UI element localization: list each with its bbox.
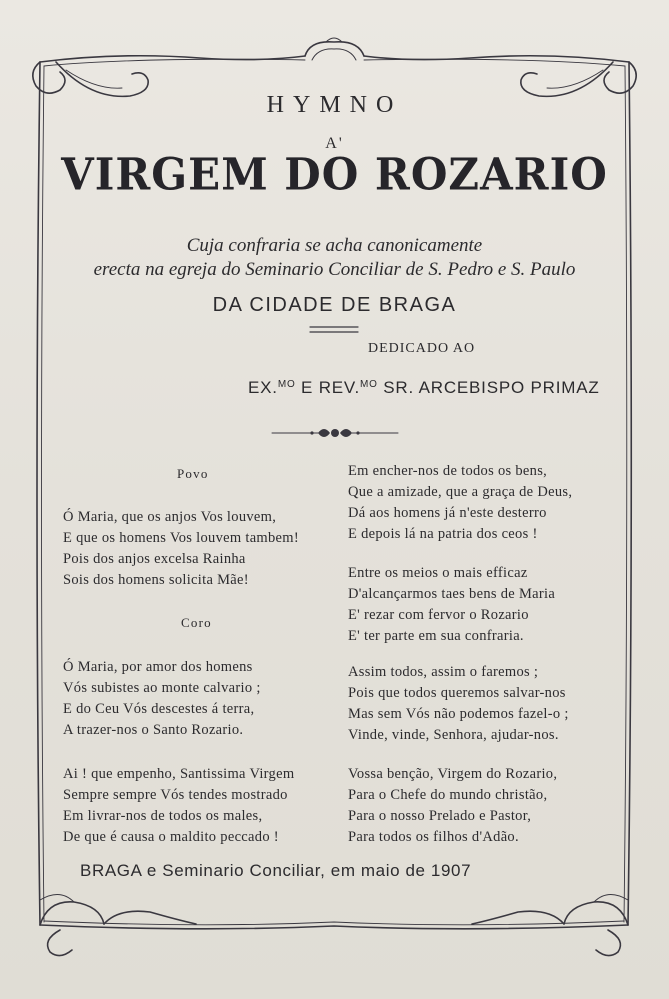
dedication-label: DEDICADO AO [368, 341, 476, 356]
dedicatee [248, 378, 600, 398]
verse-line: Ó Maria, que os anjos Vos louvem, [63, 509, 277, 525]
verse-line: Vós subistes ao monte calvario ; [63, 680, 261, 696]
dedicatee-mo1: MO [277, 379, 296, 390]
verse-line: De que é causa o maldito peccado ! [63, 829, 279, 845]
verse-line: Entre os meios o mais efficaz [348, 565, 528, 581]
verse-line: E depois lá na patria dos ceos ! [348, 526, 538, 542]
verse-line: Sois dos homens solicita Mãe! [63, 572, 249, 588]
verse-line: E do Ceu Vós descestes á terra, [63, 701, 255, 717]
dedicatee-rev: E REV. [295, 378, 361, 397]
verse-line: E que os homens Vos louvem tambem! [63, 530, 300, 546]
subtitle-line-2: erecta na egreja do Seminario Conciliar de S. Pedro e S. Paulo [93, 259, 576, 280]
verse-line: Pois que todos queremos salvar-nos [348, 685, 566, 701]
verse-line: Assim todos, assim o faremos ; [348, 664, 539, 680]
a-heading: A' [325, 135, 344, 152]
verse-line: Vossa benção, Virgem do Rozario, [348, 766, 558, 782]
verse-line: Em livrar-nos de todos os males, [63, 808, 263, 824]
verse-line: Em encher-nos de todos os bens, [348, 463, 548, 479]
verse-line: Dá aos homens já n'este desterro [348, 505, 547, 521]
verse-line: D'alcançarmos taes bens de Maria [348, 586, 556, 602]
povo-heading: Povo [177, 466, 209, 481]
coro-heading: Coro [181, 615, 212, 630]
verse-line: Vinde, vinde, Senhora, ajudar-nos. [348, 727, 559, 743]
footer-imprint: BRAGA e Seminario Conciliar, em maio de 1907 [80, 861, 472, 880]
verse-line: Sempre sempre Vós tendes mostrado [63, 787, 288, 803]
verse-line: Para o Chefe do mundo christão, [348, 787, 548, 803]
verse-line: Mas sem Vós não podemos fazel-o ; [348, 706, 569, 722]
dedicatee-rest: SR. ARCEBISPO PRIMAZ [377, 378, 600, 397]
hymno-heading: HYMNO [266, 92, 403, 118]
verse-line: E' ter parte em sua confraria. [348, 628, 524, 644]
verse-line: Ó Maria, por amor dos homens [63, 659, 253, 675]
verse-line: Para o nosso Prelado e Pastor, [348, 808, 532, 824]
verse-line: E' rezar com fervor o Rozario [348, 607, 529, 623]
dedicatee-mo2: MO [360, 379, 378, 390]
city-line: DA CIDADE DE BRAGA [212, 294, 457, 316]
verse-line: Que a amizade, que a graça de Deus, [348, 484, 573, 500]
main-title: VIRGEM DO ROZARIO [61, 148, 608, 201]
verse-line: Para todos os filhos d'Adão. [348, 829, 519, 845]
dedicatee-ex: EX. [248, 378, 278, 397]
verse-line: A trazer-nos o Santo Rozario. [63, 722, 244, 738]
verse-line: Ai ! que empenho, Santissima Virgem [63, 766, 295, 782]
subtitle-line-1: Cuja confraria se acha canonicamente [186, 235, 483, 256]
verse-line: Pois dos anjos excelsa Rainha [63, 551, 246, 567]
